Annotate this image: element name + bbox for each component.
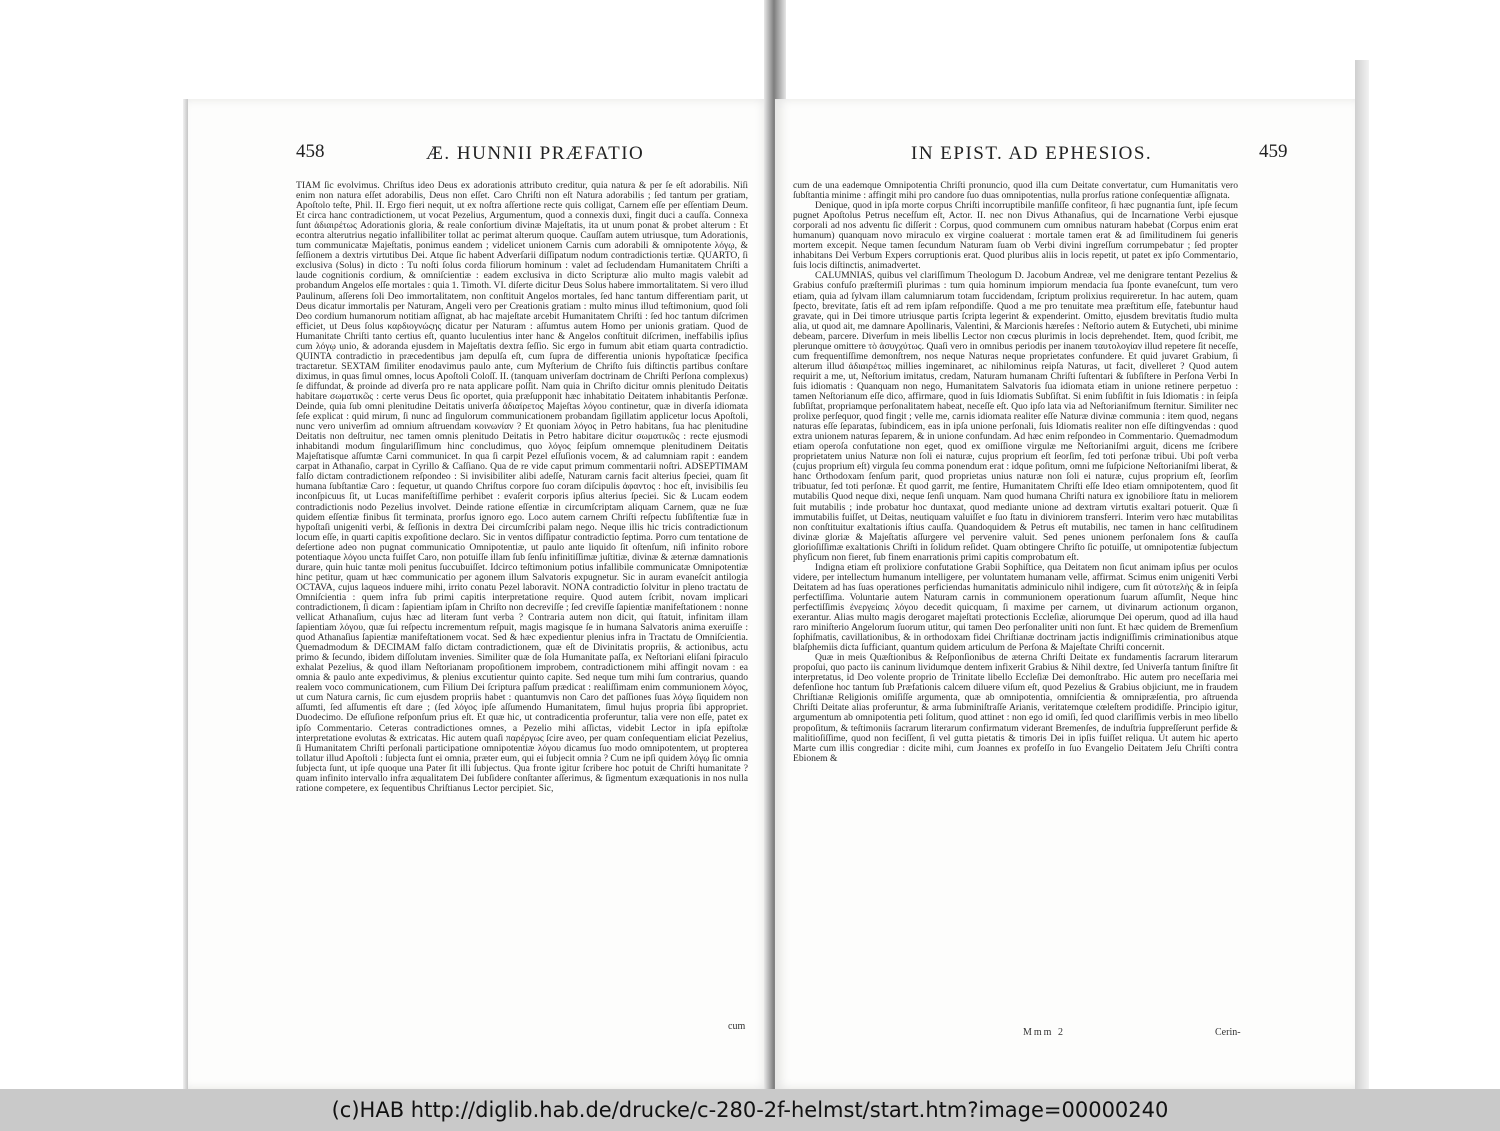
copyright-footer xyxy=(0,1089,1500,1131)
signature-mark: Mmm 2 xyxy=(1023,1027,1065,1038)
right-page-number: 459 xyxy=(1259,141,1288,162)
right-page xyxy=(775,99,1355,1089)
right-paragraph: CALUMNIAS, quibus vel clariſſimum Theologum D. Jacobum Andreæ, vel me denigrare tentant Pezelius & Grabius confuſo præſtermiſi plurimas : tum quia hominum impiorum mendacia ſua ſponte evaneſcunt, tum vero etiam, quia ad ſylvam illam calumniarum totam ſuccidendam, ſcriptum prolixius requireretur. In hac autem, quam ſpecto, brevitate, ſatis eſt ad rem ipſam reſpondiſſe. Quod a me pro tenuitate mea præſtitum eſſe, fatebuntur haud gravate, qui in Dei timore utriusque partis ſcripta legerint & expenderint. Omitto, ejusdem brevitatis ſtudio multa alia, ut quod ait, me damnare Apollinaris, Valentini, & Marcionis hæreſes : Neſtorio autem & Eutycheti, ubi minime debeam, parcere. Diverſum in meis libellis Lector non cœcus plurimis in locis deprehendet. Item, quod ſcribit, me plerunque omittere τὸ ἀσυγχύτως. Quaſi vero in omnibus periodis per inanem ταυτολογίαν illud repetere ſit neceſſe, cum frequentiſſime demonſtrem, nos neque Naturas neque proprietates confundere. Et quid juvaret Grabium, ſi alterum illud ἀδιαιρέτως millies ingeminaret, ac nihilominus reipſa Naturas, ut facit, divelleret ? Quod autem requirit a me, ut, Neſtorium imitatus, credam, Naturam humanam Chriſti ſuſtentari & ſubſiſtere in Perſona Verbi In ſuis idiomatis : Quanquam non nego, Humanitatem Salvatoris ſua idiomata etiam in unione retinere perpetuo : tamen Neſtorianum eſſe dico, affirmare, quod in ſuis Idiomatis Subſiſtat. Si enim ſubſiſtit in ſuis Idiomatis : in ſeipſa ſubſiſtat, propriamque perſonalitatem habeat, neceſſe eſt. Quo ipſo lata via ad Neſtorianiſmum ſternitur. Similiter nec prolixe perſequor, quod fingit ; velle me, carnis idiomata realiter eſſe Naturæ divinæ communia : item quod, negans naturas eſſe ſeparatas, ſubindicem, eas in ipſa unione perſonali, ſuis Idiomatis realiter non eſſe diſtingvendas : quod extra unionem naturas ſeparem, & in unione confundam. Ad hæc enim reſpondeo in Commentario. Quemadmodum etiam operoſa confutatione non eget, quod ex omiſſione virgulæ me Neſtorianiſmi arguit, dicens me ſcribere proprietatem unius Naturæ non ſoli ei naturæ, cujus proprium eſt ſeorſim, ſed toti perſonæ tribui. Ubi poſt verba (cujus proprium eſt) virgula ſeu comma ponendum erat : idque poſitum, omni me ſuſpicione Neſtorianiſmi liberat, & hanc Orthodoxam ſenſum parit, quod proprietas unius naturæ non ſoli ei naturæ, cujus proprium eſt, ſeorſim tribuatur, ſed toti perſonæ. Et quod garrit, me ſentire, Humanitatem Chriſti eſſe Ideo etiam omnipotentem, quod ſit mutabilis Quod neque dixi, neque ſenſi unquam. Nam quod humana Chriſti natura ex ignobiliore ſtatu in meliorem ſuit mutabilis ; inde probatur hoc duntaxat, quod mediante unione ad dextram virtutis exaltari potuerit. Quæ ſi immutabilis fuiſſet, ut Deitas, neutiquam valuiſſet e ſuo ſtatu in diviniorem transferri. Interim vero hæc mutabilitas non conſtituitur exaltationis iſtius cauſſa. Quandoquidem & Petrus eſt mutabilis, nec tamen in hanc celſitudinem divinæ gloriæ & Majeſtatis aſſurgere vel pervenire valuit. Sed penes unionem perſonalem ſons & cauſſa glorioſiſſimæ exaltationis Chriſti in ſolidum reſidet. Quam obtingere Chriſto ſic potuiſſe, ut omnipotentiæ ſubjectum phyſicum non fieret, ſub finem enarrationis primi capitis comprobatum eſt. xyxy=(793,270,1238,563)
right-catchword: Cerin- xyxy=(1215,1027,1241,1038)
left-page xyxy=(188,99,770,1089)
right-paragraph: Indigna etiam eſt prolixiore confutatione Grabii Sophiſtice, qua Deitatem non ſicut animam ipſius per oculos videre, per intellectum humanum intelligere, per voluntatem humanam velle, affirmat. Scimus enim unigeniti Verbi Deitatem ad has ſuas operationes perficiendas humanitatis adminiculo nihil indigere, cum ſit αὐτοτελὴς & in ſeipſa perfectiſſima. Voluntarie autem Naturam carnis in communionem operationum ſuarum aſſumſit, Neque hinc perfectiſſimis ἐνεργείαις λόγου decedit quicquam, ſi maxime per carnem, ut divinarum actionum organon, exerantur. Alias multo magis derogaret majeſtati protectionis Eccleſiæ, aliorumque Dei operum, quod ad illa haud raro miniſterio Angelorum ſuorum utitur, qui tamen Deo perſonaliter uniti non ſunt. Et hæc quidem de Bremenſium ſophiſmatis, cavillationibus, & in orthodoxam fidei Chriſtianæ doctrinam jactis indigniſſimis criminationibus atque blaſphemiis dicta ſufficiant, quantum quidem articulum de Perſona & Majeſtate Chriſti concernit. xyxy=(793,561,1238,654)
left-page-text xyxy=(296,181,748,1017)
footer-text: (c)HAB http://diglib.hab.de/drucke/c-280-2f-helmst/start.htm?image=00000240 xyxy=(331,1098,1169,1122)
right-paragraph: Quæ in meis Quæſtionibus & Reſponſionibus de æterna Chriſti Deitate ex fundamentis ſacrarum literarum propoſui, quo pacto iis caninum lividumque dentem infixerit Grabius & Nihil dextre, ſed Univerſa tantum ſiniſtre ſit interpretatus, id Deo volente proprio de Trinitate libello Eccleſiæ Dei demonſtrabo. Hic autem pro neceſſaria mei defenſione hoc tantum ſub Præfationis calcem diluere viſum eſt, quod Pezelius & Grabius objiciunt, me in fraudem Chriſtianæ Religionis omiſiſſe argumenta, quæ ab omnipotentia, omniſcientia & omnipræſentia, pro aſtruenda Chriſti Deitate alias proferuntur, & arma ſubminiſtraſſe Arianis, veritatemque cœleſtem prodidiſſe. Principio igitur, argumentum ab omnipotentia peti ſolitum, quod attinet : non ego id omiſi, ſed quod clariſſimis verbis in meo libello propoſitum, & teſtimoniis ſacrarum literarum confirmatum viderant Bremenſes, de induſtria ſuppreſſerunt perfide & malitioſiſſime, quod non feciſſent, ſi vel gutta pietatis & timoris Dei in ipſis fuiſſet reliqua. Ut autem hic aperto Marte cum illis congrediar : dicite mihi, cum Joannes ex profeſſo in ſuo Evangelio Deitatem Jeſu Chriſti contra Ebionem & xyxy=(793,652,1238,764)
left-page-header xyxy=(188,141,770,171)
right-page-edge xyxy=(1355,60,1369,1089)
right-running-title: IN EPIST. AD EPHESIOS. xyxy=(911,143,1153,164)
left-catchword: cum xyxy=(728,1021,746,1032)
right-page-text xyxy=(793,181,1238,1024)
left-paragraph: TIAM ſic evolvimus. Chriſtus ideo Deus ex adorationis attributo creditur, quia natura & per ſe eſt adorabilis. Niſi enim non natura eſſet adorabilis, Deus non eſſet. Caro Chriſti non eſt Natura adorabilis ; ſed tantum per gratiam, Apoſtolo teſte, Phil. II. Ergo fieri nequit, ut ex noſtra aſſertione recte quis colligat, Carnem eſſe per eſſentiam Deum. Et circa hanc contradictionem, ut vocat Pezelius, Argumentum, quod a connexis duxi, fingit duci a cauſſa. Connexa ſunt ἀδιαιρέτως Adorationis gloria, & reale conſortium divinæ Majeſtatis, ita ut unum ponat & probet alterum : Et econtra alterutrius negatio infallibiliter tollat ac perimat alterum quoque. Cauſſam autem utriusque, tum Adorationis, tum communicatæ Majeſtatis, ponimus eandem ; videlicet unionem Carnis cum adorabili & omnipotente λόγῳ, & ſeſſionem a dextris virtutibus Dei. Atque ſic habent Adverſarii diſſipatum nodum contradictionis tertiæ. QUARTO, ſi exclusiva (Solus) in dicto : Tu noſti ſolus corda filiorum hominum : valet ad ſecludendam Humanitatem Chriſti a laude cognitionis cordium, & omniſcientiæ : eadem exclusiva in dicto Scripturæ alio multo magis valebit ad probandum Angelos eſſe mortales : quia 1. Timoth. VI. diſerte dicitur Deus Solus habere immortalitatem. Si vero illud Paulinum, aſſerens ſoli Deo immortalitatem, non conſtituit Angelos mortales, ſed hanc tantum differentiam parit, ut Deus dicatur immortalis per Naturam, Angeli vero per Creationis gratiam : multo minus illud teſtimonium, quod ſoli Deo cordium humanorum notitiam aſſignat, ab hac majeſtate arcebit Humanitatem Chriſti : ſed hoc tantum diſcrimen efficiet, ut Deus ſolus καρδιογνώςης dicatur per Naturam : aſſumtus autem Homo per unionis gratiam. Quod de Humanitate Chriſti tanto certius eſt, quanto luculentius inter hanc & Angelos conſtituit diſcrimen, ineffabilis ipſius cum λόγῳ unio, & adoranda ejusdem in Majeſtatis dextra ſeſſio. Sic ergo in fumum abit etiam quarta contradictio. QUINTA contradictio in præcedentibus jam depulſa eſt, cum ſupra de differentia unionis hypoſtaticæ ſpecifica tractaretur. SEXTAM ſimiliter enodavimus paulo ante, cum Myſterium de Chriſto ſuis diſtinctis partibus conſtare diximus, in quas ſimul omnes, locus Apoſtoli Coloſſ. II. (tanquam univerſam doctrinam de Chriſti Perſona complexus) ſe diffundat, & proinde ad diverſa pro re nata applicare poſſit. Nam quia in Chriſto dicitur omnis plenitudo Deitatis habitare σωματικῶς : certe verus Deus ſic oportet, quia præſupponit hæc inhabitatio Deitatem inhabitantis Perſonæ. Deinde, quia ſub omni plenitudine Deitatis univerſa ἀδιαίρετος Majeſtas λόγου continetur, quæ in diverſa idiomata ſeſe explicat : quid mirum, ſi nunc ad ſingulorum communicationem probandam ſigillatim applicetur locus Apoſtoli, nunc vero univerſim ad omnium aſtruendam κοινωνίαν ? Et quoniam λόγος in Petro habitans, ſua hac plenitudine Deitatis non deſtruitur, nec tamen omnis plenitudo Deitatis in Petro habitare dicitur σωματικῶς : recte ejusmodi inhabitandi modum ſingulariſſimum hinc concludimus, quo λόγος ſeipſum omnemque plenitudinem Deitatis Majeſtatisque aſſumtæ Carni communicet. In qua ſi carpit Pezel eſſuſionis vocem, & ad calumniam rapit : eandem carpat in Athanaſio, carpat in Cyrillo & Caſſiano. Qua de re vide caput primum commentarii noſtri. ADSEPTIMAM falſo dictam contradictionem reſpondeo : Si invisibiliter alibi adeſſe, Naturam carnis facit alterius ſpeciei, quam ſit humana ſubſtantiæ Caro : ſequetur, ut quando Chriſtus corpore ſuo coram diſcipulis ἀφαντος : hoc eſt, invisibilis ſeu inconſpicuus ſit, ut Lucas manifeſtiſſime perhibet : evaſerit corporis ipſius alterius ſpeciei. Sic & Lucam eodem contradictionis nodo Pezelius involvet. Deinde ratione eſſentiæ in circumſcriptam aliquam Carnem, quæ ne ſuæ quidem eſſentiæ finibus ſit terminata, prorſus ignoro ego. Loco autem carnem Chriſti reſpectu ſubſiſtentiæ ſuæ in hypoſtaſi unigeniti verbi, & ſeſſionis in dextra Dei circumſcribi palam nego. Neque illis hic tricis contradictionum locum eſſe, in quarti capitis expoſitione declaro. Sic in ventos diſſipatur contradictio ſeptima. Porro cum tentatione de deſertione adeo non pugnat communicatio Omnipotentiæ, ut paulo ante liquido ſit oſtenſum, niſi infinito robore potentiaque λόγου uncta fuiſſet Caro, non potuiſſe illam ſub ſenſu infinitiſſimæ juſtitiæ, divinæ & æternæ damnationis durare, quin huic tantæ moli penitus ſuccubuiſſet. Idcirco teſtimonium potius infallibile communicatæ Omnipotentiæ hinc petitur, quam ut hæc communicatio per agonem illum Salvatoris expugnetur. Sic in auram evaneſcit antilogia OCTAVA, cujus laqueos induere mihi, irrito conatu Pezel laboravit. NONA contradictio ſolvitur in pleno tractatu de Omniſcientia : quem infra ſub primi capitis interpretatione require. Quod autem ſcribit, novam implicari contradictionem, ſi dicam : ſapientiam ipſam in Chriſto non decreviſſe ; ſed creviſſe ſapientiæ manifeſtationem : nonne vellicat Athanaſium, cujus hæc ad literam ſunt verba ? Contraria autem non dicit, qui ſtatuit, infinitam illam ſapientiam λόγου, quæ ſui reſpectu incrementum reſpuit, magis magisque ſe in humana Salvatoris anima exeruiſſe : quod Athanaſius ſapientiæ manifeſtationem vocat. Sed & hæc expedientur plenius infra in Tractatu de Omniſcientia. Quemadmodum & DECIMAM falſo dictam contradictionem, quæ eſt de Divinitatis propriis, & actionibus, actu primo & ſecundo, ibidem diſſolutam invenies. Similiter quæ de ſola Humanitate paſſa, ex Neſtoriani eliſani ſpiraculo exhalat Pezelius, & quod illam Neſtorianam propoſitionem improbem, contradictionem mihi affingit novam : ea omnia & paulo ante expedivimus, & plenius excutientur quinto capite. Sed neque tum mihi ſum contrarius, quando realem voco communicationem, cum Filium Dei ſcriptura paſſum prædicat : realiſſimam enim communionem λόγος, ut cum Natura carnis, ſic cum ejusdem propriis habet : quantumvis non Caro det paſſiones ſuas λόγῳ ſiquidem non aſſumti, ſed aſſumentis eſt dare ; (ſed λόγος ipſe aſſumendo Humanitatem, ſimul hujus propria ſibi appropriet. Duodecimo. De eſſuſione reſponſum prius eſt. Et quæ hic, ut contradicentia proferuntur, talia vere non eſſe, patet ex ipſo Commentario. Ceteras contradictiones omnes, a Pezelio mihi aſſictas, videbit Lector in ipſa epiſtolæ interpretatione evolutas & extricatas. Hic autem quaſi παρέργως ſcire aveo, per quam conſequentiam eliciat Pezelius, ſi Humanitatem Chriſti perſonali participatione omnipotentiæ λόγου dicamus ſuo modo omnipotentem, ut propterea tollatur illud Apoſtoli : ſubjecta ſunt ei omnia, præter eum, qui ei ſubjecit omnia ? Cum ne ipſi quidem λόγῳ ſic omnia ſubjecta ſunt, ut ipſe quoque una Pater ſit illi ſubjectus. Qua fronte igitur ſcribere hoc potuit de Chriſti humanitate ? quam infinito intervallo infra æqualitatem Dei ſubſidere conſtanter aſſerimus, & ſigmentum exæquationis in nos nulla ratione competere, ex ſequentibus Chriſtianus Lector percipiet. Sic, xyxy=(296,181,748,794)
right-paragraph: cum de una eademque Omnipotentia Chriſti pronuncio, quod illa cum Deitate convertatur, cum Humanitatis vero ſubſtantia minime : affingit mihi pro candore ſuo duas omnipotentias, nulla prorſus ratione conſequentiæ aſſignata. xyxy=(793,181,1238,202)
right-paragraph: Denique, quod in ipſa morte corpus Chriſti incorruptibile manſiſſe confiteor, ſi hæc pugnantia ſunt, ipſe ſecum pugnet Apoſtolus Petrus neceſſum eſt, Actor. II. nec non Divus Athanaſius, qui de Incarnatione Verbi ejusque corporali ad nos adventu ſic diſſerit : Corpus, quod communem cum omnibus naturam habebat (Corpus enim erat humanum) quanquam novo miraculo ex virgine coaluerat : mortale tamen erat & ad ſimilitudinem ſui generis mortem excepit. Neque tamen ſecundum Naturam ſuam ob Verbi divini ingreſſum corrumpebatur ; ſed propter inhabitans Dei Verbum Expers corruptionis erat. Quod pluribus aliis in locis repetit, ut patet ex ipſo Commentario, ſuis locis diſtinctis, animadvertet. xyxy=(793,200,1238,272)
right-page-header xyxy=(775,141,1355,171)
left-page-number: 458 xyxy=(296,141,325,162)
left-running-title: Æ. HUNNII PRÆFATIO xyxy=(426,143,645,164)
